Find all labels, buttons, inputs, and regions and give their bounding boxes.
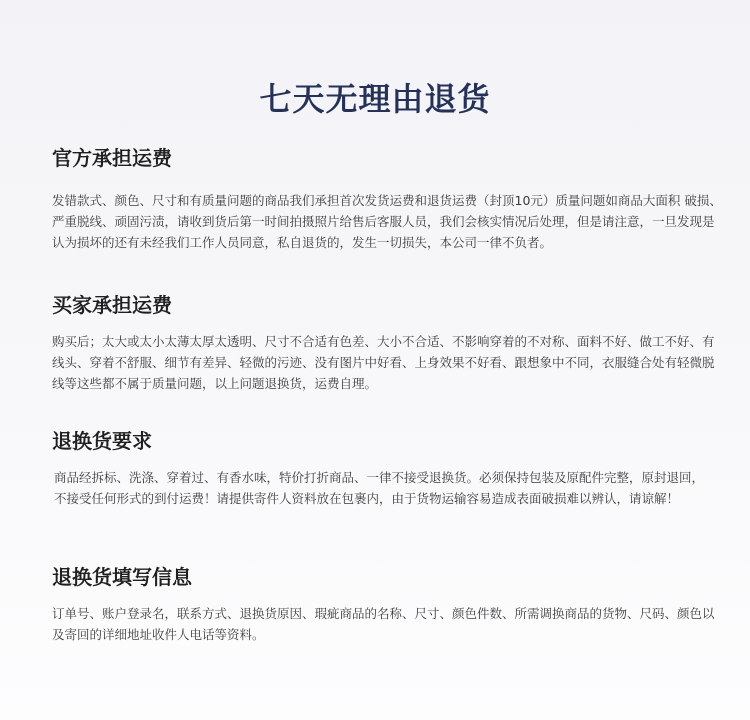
- page-title: 七天无理由退货: [259, 80, 491, 119]
- section-body-official-shipping: 发错款式、颜色、尺寸和有质量问题的商品我们承担首次发货运费和退货运费（封顶10元）质量问题如商品大面积 破损、严重脱线、顽固污渍，请收到货后第一时间拍摄照片给售后客服人员，我们会核实情况后处理，但是请注意，一旦发现是认为损坏的还有未经我们工作人员同意，私自退货的，发生一切损失，本公司一律不负者。: [52, 193, 722, 250]
- section-body-return-requirements: 商品经拆标、洗涤、穿着过、有香水味，特价打折商品、一律不接受退换货。必须保持包装及原配件完整，原封退回，不接受任何形式的到付运费！请提供寄件人资料放在包裹内，由于货物运输容易造成表面破损难以辨认，请谅解！: [54, 470, 705, 506]
- section-heading-official-shipping: 官方承担运费: [52, 146, 172, 170]
- section-body-buyer-shipping: 购买后；太大或太小太薄太厚太透明、尺寸不合适有色差、大小不合适、不影响穿着的不对称、面料不好、做工不好、有线头、穿着不舒服、细节有差异、轻微的污迹、没有图片中好看、上身效果不好看、跟想象中不同，衣服缝合处有轻微脱线等这些都不属于质量问题，以上问题退换货，运费自理。: [52, 334, 715, 391]
- section-heading-return-info: 退换货填写信息: [52, 565, 192, 589]
- section-body-return-info: 订单号、账户登录名，联系方式、退换货原因、瑕疵商品的名称、尺寸、颜色件数、所需调换商品的货物、尺码、颜色以及寄回的详细地址收件人电话等资料。: [52, 606, 715, 642]
- section-heading-return-requirements: 退换货要求: [52, 429, 152, 453]
- section-heading-buyer-shipping: 买家承担运费: [52, 293, 172, 317]
